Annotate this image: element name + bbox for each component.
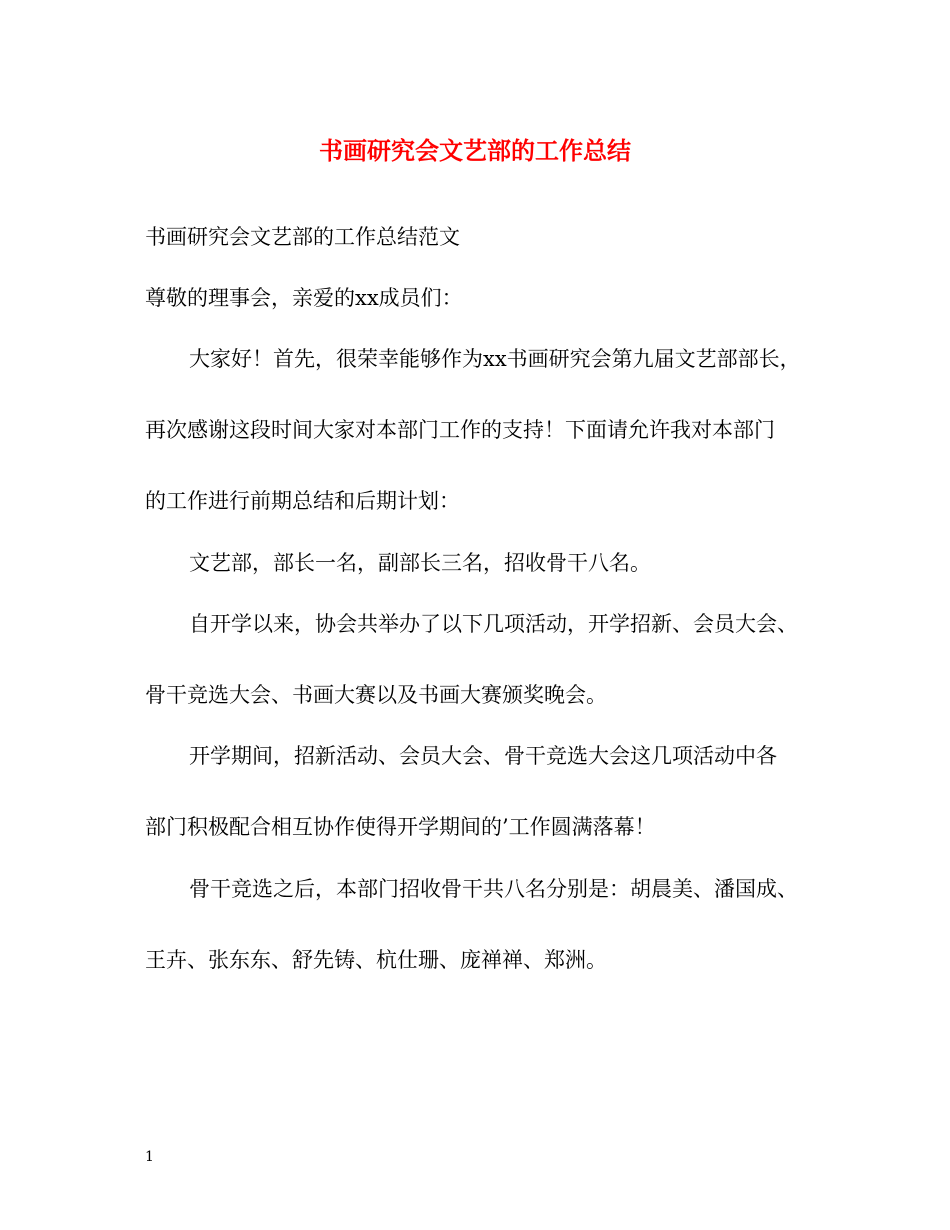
paragraph-4-line-2: 部门积极配合相互协作使得开学期间的’工作圆满落幕！ xyxy=(145,815,656,839)
document-subtitle: 书画研究会文艺部的工作总结范文 xyxy=(145,225,460,249)
paragraph-5-line-2: 王卉、张东东、舒先铸、杭仕珊、庞禅禅、郑洲。 xyxy=(145,948,607,972)
paragraph-1-line-1: 大家好！首先，很荣幸能够作为xx书画研究会第九届文艺部部长， xyxy=(189,347,801,371)
page-number: 1 xyxy=(145,1149,154,1165)
paragraph-3-line-2: 骨干竞选大会、书画大赛以及书画大赛颁奖晚会。 xyxy=(145,683,607,707)
paragraph-4-line-1: 开学期间，招新活动、会员大会、骨干竞选大会这几项活动中各 xyxy=(189,744,777,768)
document-title: 书画研究会文艺部的工作总结 xyxy=(319,136,631,165)
paragraph-1-line-3: 的工作进行前期总结和后期计划： xyxy=(145,489,460,513)
paragraph-2-line-1: 文艺部，部长一名，副部长三名，招收骨干八名。 xyxy=(189,551,651,575)
salutation: 尊敬的理事会，亲爱的xx成员们： xyxy=(145,286,463,310)
paragraph-1-line-2: 再次感谢这段时间大家对本部门工作的支持！下面请允许我对本部门 xyxy=(145,418,775,442)
paragraph-3-line-1: 自开学以来，协会共举办了以下几项活动，开学招新、会员大会、 xyxy=(189,612,798,636)
paragraph-5-line-1: 骨干竞选之后，本部门招收骨干共八名分别是：胡晨美、潘国成、 xyxy=(189,877,798,901)
